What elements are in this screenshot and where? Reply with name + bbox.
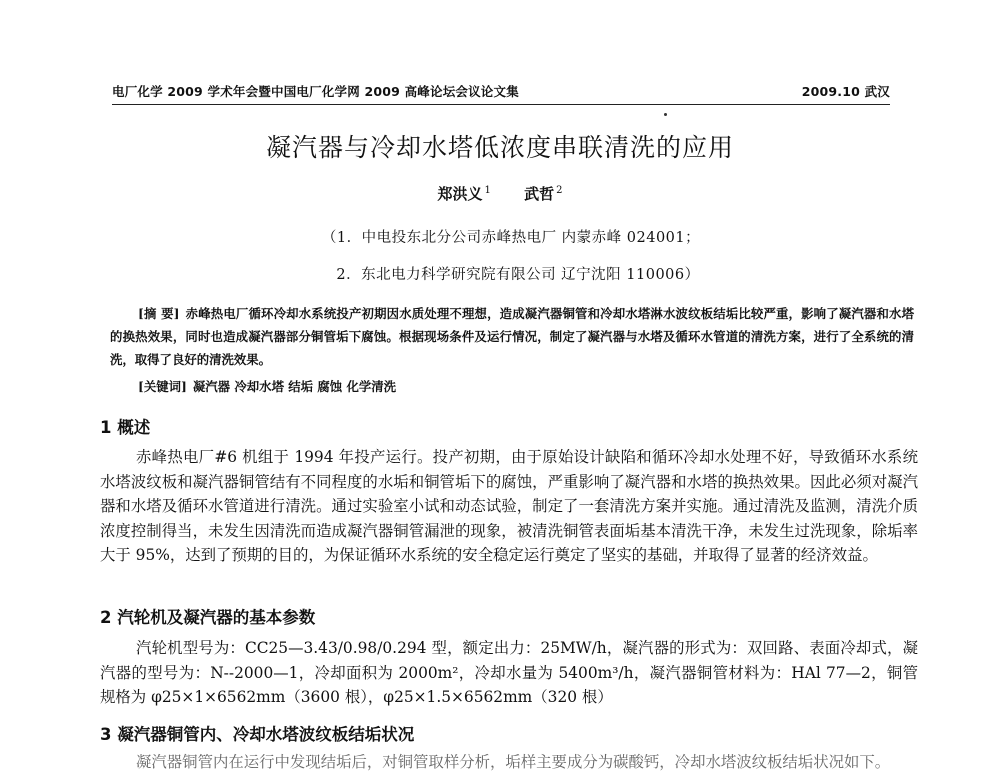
section-heading-scaling: 3 凝汽器铜管内、冷却水塔波纹板结垢状况	[100, 725, 415, 744]
affiliation-1: （1．中电投东北分公司赤峰热电厂 内蒙赤峰 024001；	[321, 230, 701, 246]
section-body-overview: 赤峰热电厂#6 机组于 1994 年投产运行。投产初期，由于原始设计缺陷和循环冷却水处理不好，导致循环水系统水塔波纹板和凝汽器铜管结有不同程度的水垢和铜管垢下的腐蚀，严重影响了凝汽器和水塔的换热效果。因此必须对凝汽器和水塔及循环水管道进行清洗。通过实验室小试和动态试验，制定了一套清洗方案并实施。通过清洗及监测，清洗介质浓度控制得当，未发生因清洗而造成凝汽器铜管漏泄的现象，被清洗铜管表面垢基本清洗干净，未发生过洗现象，除垢率大于 95%，达到了预期的目的，为保证循环水系统的安全稳定运行奠定了坚实的基础，并取得了显著的经济效益。	[100, 448, 918, 565]
affiliation-2: 2．东北电力科学研究院有限公司 辽宁沈阳 110006）	[336, 267, 700, 283]
running-header-left: 电厂化学 2009 学术年会暨中国电厂化学网 2009 高峰论坛会议论文集	[112, 84, 519, 99]
keywords-label: [关键词]	[138, 379, 187, 394]
section-heading-parameters: 2 汽轮机及凝汽器的基本参数	[100, 608, 316, 627]
section-body-parameters: 汽轮机型号为：CC25—3.43/0.98/0.294 型，额定出力：25MW/h，凝汽器的形式为：双回路、表面冷却式，凝汽器的型号为：N--2000—1，冷却面积为 2000m²，冷却水量为 5400m³/h，凝汽器铜管材料为：HAl 77—2，铜管规格为 φ25×1×6562mm（3600 根），φ25×1.5×6562mm（320 根）	[100, 639, 918, 707]
author-1	[437, 185, 490, 203]
author-2	[524, 185, 562, 203]
keywords	[138, 377, 908, 395]
author-2-affil-mark: 2	[556, 185, 563, 196]
abstract-text: 赤峰热电厂循环冷却水系统投产初期因水质处理不理想，造成凝汽器铜管和冷却水塔淋水波纹板结垢比较严重，影响了凝汽器和水塔的换热效果，同时也造成凝汽器部分铜管垢下腐蚀。根据现场条件及运行情况，制定了凝汽器与水塔及循环水管道的清洗方案，进行了全系统的清洗，取得了良好的清洗效果。	[110, 306, 914, 367]
section-body-scaling: 凝汽器铜管内在运行中发现结垢后，对铜管取样分析，垢样主要成分为碳酸钙，冷却水塔波纹板结垢状况如下。	[136, 753, 891, 771]
author-2-name: 武哲	[524, 185, 555, 203]
keywords-text: 凝汽器 冷却水塔 结垢 腐蚀 化学清洗	[192, 379, 397, 394]
section-heading-overview: 1 概述	[100, 418, 151, 437]
abstract	[110, 302, 914, 371]
running-header	[112, 82, 890, 105]
paper-title: 凝汽器与冷却水塔低浓度串联清洗的应用	[265, 133, 734, 162]
running-header-right: 2009.10 武汉	[801, 84, 890, 99]
author-1-name: 郑洪义	[437, 185, 483, 203]
author-line	[0, 183, 1000, 204]
author-1-affil-mark: 1	[484, 185, 491, 196]
abstract-label: [摘 要]	[138, 306, 180, 321]
scan-speck	[664, 113, 667, 116]
